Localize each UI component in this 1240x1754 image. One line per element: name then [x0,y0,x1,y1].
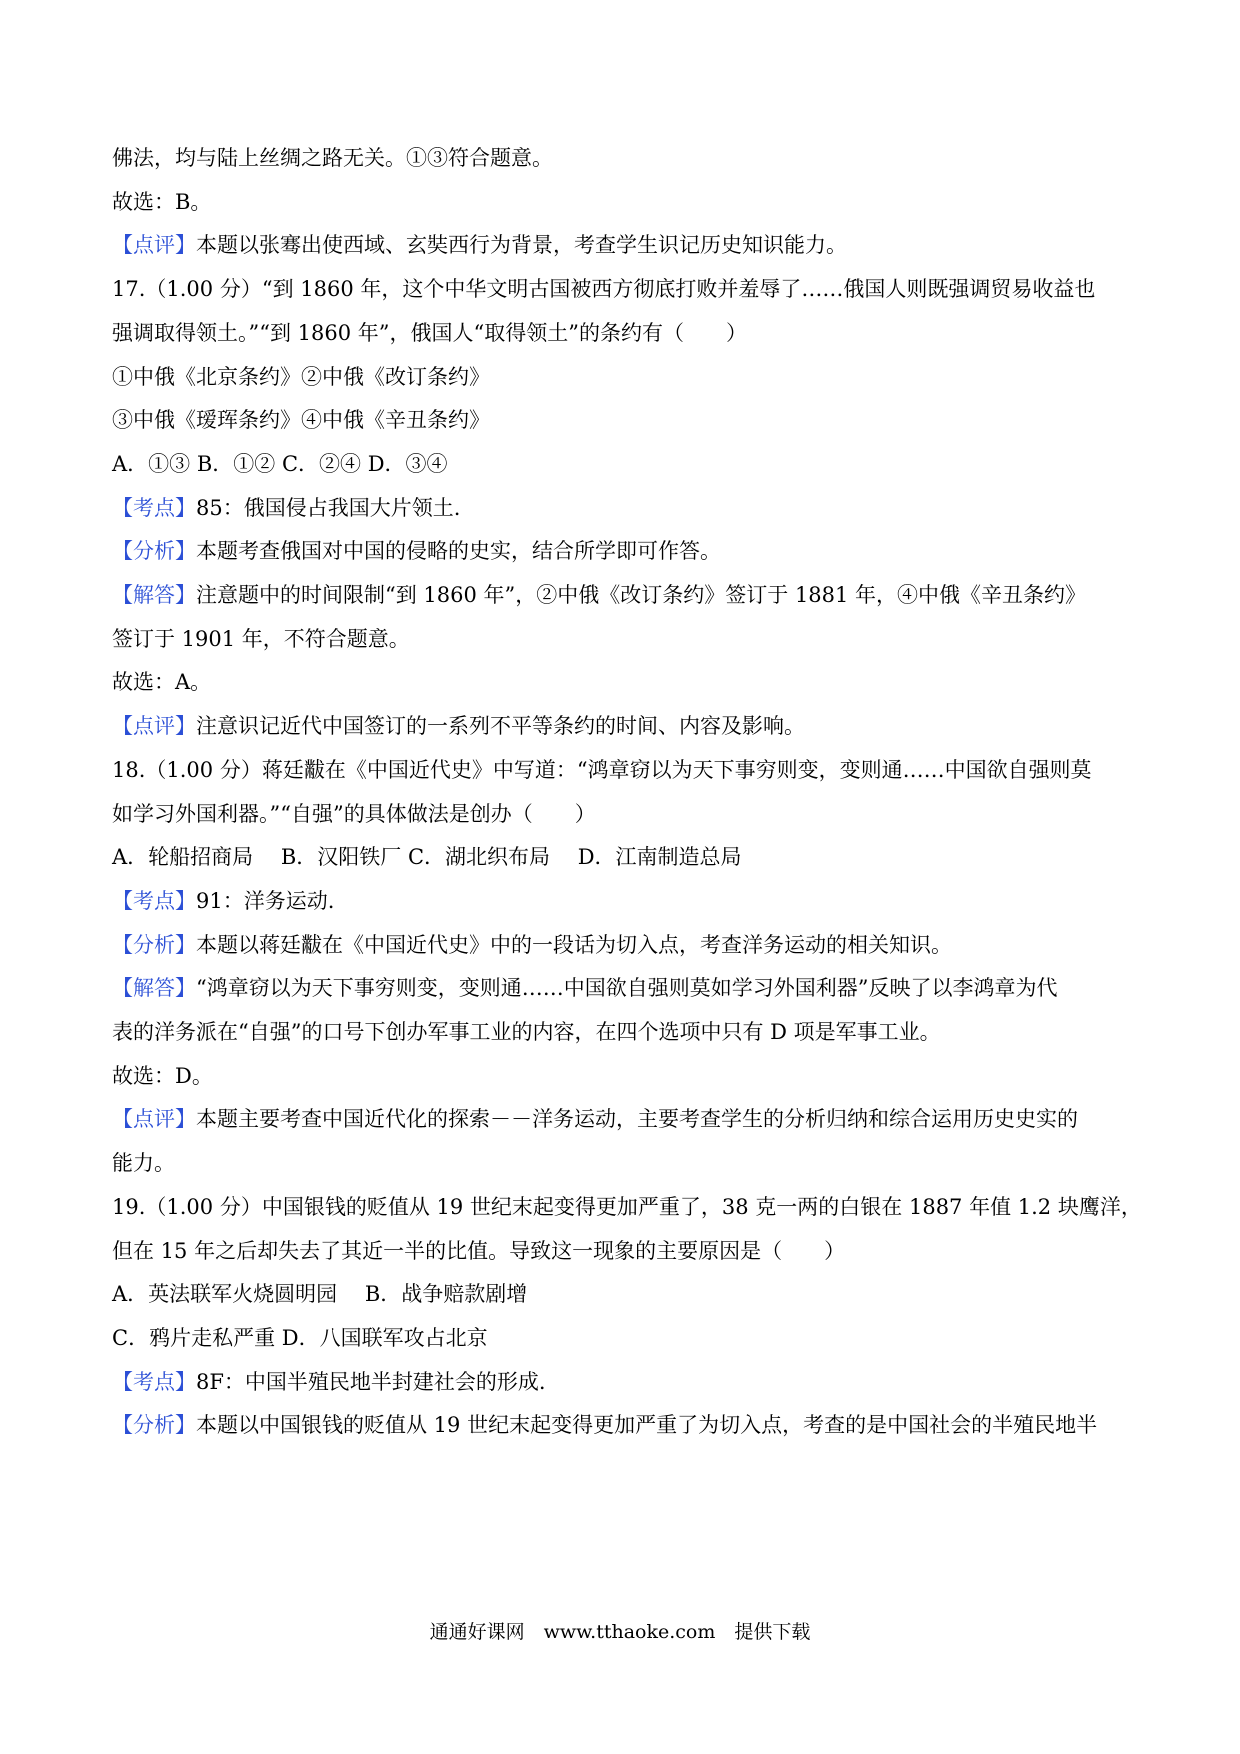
line-text: 91：洋务运动. [196,889,335,913]
line-text: “鸿章窃以为天下事穷则变，变则通……中国欲自强则莫如学习外国利器”反映了以李鸿章为代 [196,976,1058,1000]
text-line [112,318,1132,348]
text-line [112,886,1132,916]
text-line [112,842,1132,872]
text-line [112,799,1132,829]
section-tag: 【解答】 [112,583,196,607]
section-tag: 【分析】 [112,539,196,563]
section-tag: 【点评】 [112,1107,196,1131]
line-text: 19.（1.00 分）中国银钱的贬值从 19 世纪末起变得更加严重了，38 克一两的白银在 1887 年值 1.2 块鹰洋， [112,1195,1142,1219]
section-tag: 【分析】 [112,933,196,957]
text-line [112,1323,1132,1353]
line-text: 表的洋务派在“自强”的口号下创办军事工业的内容，在四个选项中只有 D 项是军事工业。 [112,1020,941,1044]
text-line [112,667,1132,697]
text-line [112,1410,1132,1440]
text-line [112,580,1132,610]
text-line [112,1017,1132,1047]
line-text: 注意题中的时间限制“到 1860 年”，②中俄《改订条约》签订于 1881 年，④中俄《辛丑条约》 [196,583,1087,607]
line-text: 故选：B。 [112,190,212,214]
text-line [112,1192,1142,1222]
text-line [112,449,1132,479]
section-tag: 【点评】 [112,233,196,257]
line-text: 8F：中国半殖民地半封建社会的形成. [196,1370,546,1394]
section-tag: 【考点】 [112,496,196,520]
text-line [112,143,1132,173]
text-line [112,755,1132,785]
text-line [112,536,1132,566]
line-text: 故选：A。 [112,670,212,694]
line-text: 强调取得领土。”“到 1860 年”，俄国人“取得领土”的条约有（ ） [112,321,747,345]
line-text: A．轮船招商局 B．汉阳铁厂 C．湖北织布局 D．江南制造总局 [112,845,742,869]
text-line [112,1104,1132,1134]
line-text: 注意识记近代中国签订的一系列不平等条约的时间、内容及影响。 [196,714,805,738]
text-line [112,274,1132,304]
line-text: C．鸦片走私严重 D．八国联军攻占北京 [112,1326,488,1350]
line-text: 本题以蒋廷黻在《中国近代史》中的一段话为切入点，考查洋务运动的相关知识。 [196,933,952,957]
line-text: 但在 15 年之后却失去了其近一半的比值。导致这一现象的主要原因是（ ） [112,1239,846,1263]
text-line [112,973,1132,1003]
line-text: 佛法，均与陆上丝绸之路无关。①③符合题意。 [112,146,553,170]
section-tag: 【考点】 [112,1370,196,1394]
line-text: A．①③ B．①② C．②④ D．③④ [112,452,448,476]
line-text: ①中俄《北京条约》②中俄《改订条约》 [112,365,490,389]
line-text: 本题以中国银钱的贬值从 19 世纪末起变得更加严重了为切入点，考查的是中国社会的半殖民地半 [196,1413,1098,1437]
line-text: 18.（1.00 分）蒋廷黻在《中国近代史》中写道：“鸿章窃以为天下事穷则变，变则通……中国欲自强则莫 [112,758,1092,782]
line-text: 本题考查俄国对中国的侵略的史实，结合所学即可作答。 [196,539,721,563]
section-tag: 【考点】 [112,889,196,913]
line-text: A．英法联军火烧圆明园 B．战争赔款剧增 [112,1282,528,1306]
line-text: 故选：D。 [112,1064,213,1088]
text-line [112,493,1132,523]
line-text: 85：俄国侵占我国大片领土. [196,496,461,520]
text-line [112,405,1132,435]
line-text: 能力。 [112,1151,175,1175]
text-line [112,711,1132,741]
section-tag: 【分析】 [112,1413,196,1437]
text-line [112,1279,1132,1309]
section-tag: 【解答】 [112,976,196,1000]
line-text: 本题主要考查中国近代化的探索－－洋务运动，主要考查学生的分析归纳和综合运用历史史实的 [196,1107,1078,1131]
text-line [112,930,1132,960]
page-footer: 通通好课网 www.tthaoke.com 提供下载 [429,1621,811,1643]
text-line [112,624,1132,654]
text-line [112,230,1132,260]
text-line [112,362,1132,392]
section-tag: 【点评】 [112,714,196,738]
text-line [112,1148,1132,1178]
text-line [112,1061,1132,1091]
line-text: 如学习外国利器。”“自强”的具体做法是创办（ ） [112,802,596,826]
line-text: 本题以张骞出使西域、玄奘西行为背景，考查学生识记历史知识能力。 [196,233,847,257]
text-line [112,187,1132,217]
text-line [112,1367,1132,1397]
text-line [112,1236,1132,1266]
line-text: 17.（1.00 分）“到 1860 年，这个中华文明古国被西方彻底打败并羞辱了……俄国人则既强调贸易收益也 [112,277,1096,301]
line-text: ③中俄《瑷珲条约》④中俄《辛丑条约》 [112,408,490,432]
line-text: 签订于 1901 年，不符合题意。 [112,627,410,651]
